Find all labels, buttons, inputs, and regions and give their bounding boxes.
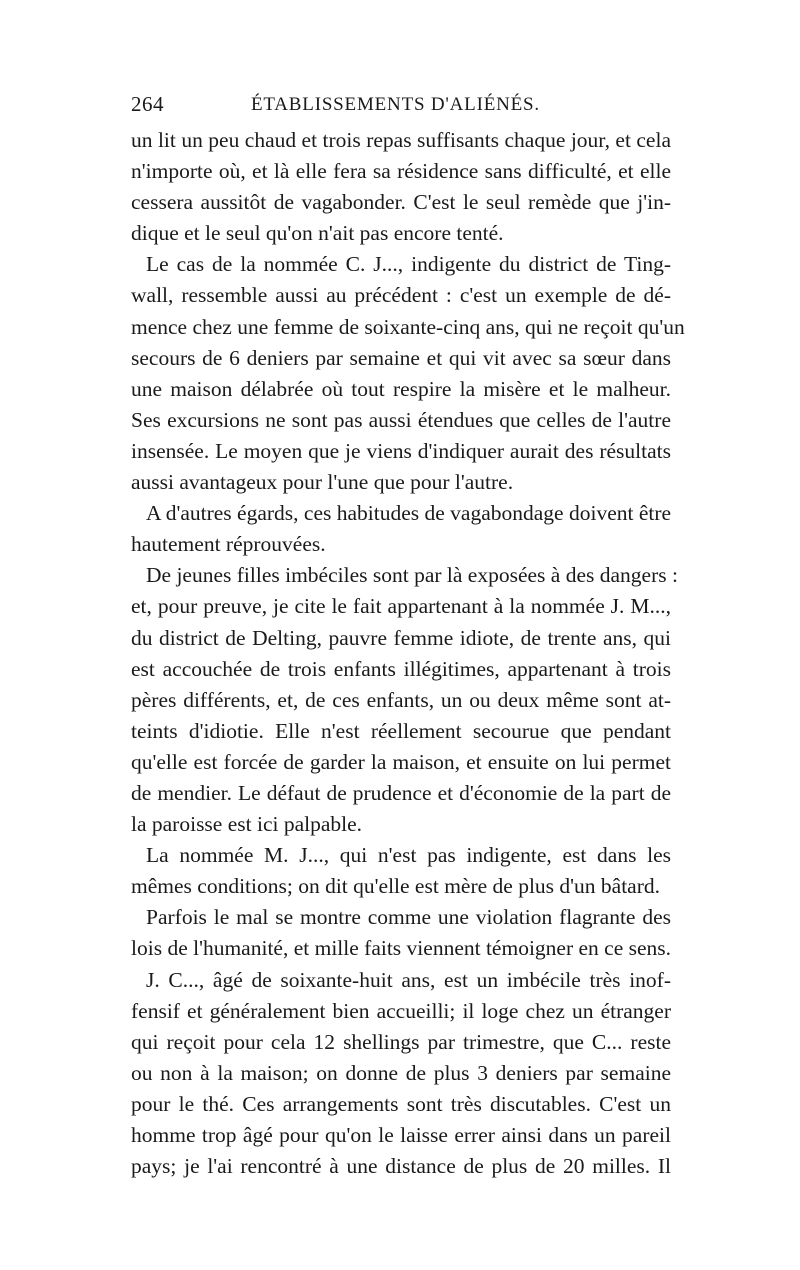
page-number: 264 <box>131 92 164 116</box>
text-line: pays; je l'ai rencontré à une distance de plus de 20 milles. Il <box>131 1154 671 1179</box>
text-line: n'importe où, et là elle fera sa résidence sans difficulté, et elle <box>131 159 671 184</box>
text-line: une maison délabrée où tout respire la misère et le malheur. <box>131 376 671 401</box>
text-line: secours de 6 deniers par semaine et qui vit avec sa sœur dans <box>131 345 671 370</box>
text-line: insensée. Le moyen que je viens d'indiquer aurait des résultats <box>131 438 671 463</box>
text-line: cessera aussitôt de vagabonder. C'est le seul remède que j'in- <box>131 190 671 215</box>
text-line: J. C..., âgé de soixante-huit ans, est un imbécile très inof- <box>146 967 671 992</box>
text-line: est accouchée de trois enfants illégitimes, appartenant à trois <box>131 656 671 681</box>
text-line: fensif et généralement bien accueilli; il loge chez un étranger <box>131 998 671 1023</box>
text-line: teints d'idiotie. Elle n'est réellement secourue que pendant <box>131 718 671 743</box>
text-line: hautement réprouvées. <box>131 532 326 557</box>
text-line: qui reçoit pour cela 12 shellings par trimestre, que C... reste <box>131 1029 671 1054</box>
text-line: wall, ressemble aussi au précédent : c'est un exemple de dé- <box>131 283 671 308</box>
text-line: homme trop âgé pour qu'on le laisse errer ainsi dans un pareil <box>131 1123 671 1147</box>
text-line: la paroisse est ici palpable. <box>131 812 363 837</box>
page-header <box>131 86 671 120</box>
running-title: ÉTABLISSEMENTS D'ALIÉNÉS. <box>251 94 540 115</box>
text-line: et, pour preuve, je cite le fait appartenant à la nommée J. M..., <box>131 594 671 619</box>
text-line: Ses excursions ne sont pas aussi étendues que celles de l'autre <box>131 407 671 432</box>
text-line: qu'elle est forcée de garder la maison, et ensuite on lui permet <box>131 749 671 774</box>
text-line: aussi avantageux pour l'une que pour l'autre. <box>131 470 514 495</box>
text-line: ou non à la maison; on donne de plus 3 deniers par semaine <box>131 1060 671 1085</box>
text-line: A d'autres égards, ces habitudes de vagabondage doivent être <box>146 501 672 526</box>
text-line: pères différents, et, de ces enfants, un ou deux même sont at- <box>131 687 671 712</box>
text-line: De jeunes filles imbéciles sont par là exposées à des dangers : <box>146 563 678 588</box>
body-text <box>131 125 685 1182</box>
text-line: du district de Delting, pauvre femme idiote, de trente ans, qui <box>131 625 671 650</box>
text-line: mêmes conditions; on dit qu'elle est mère de plus d'un bâtard. <box>131 874 661 899</box>
text-line: lois de l'humanité, et mille faits viennent témoigner en ce sens. <box>131 936 672 961</box>
text-line: Le cas de la nommée C. J..., indigente du district de Ting- <box>146 252 671 277</box>
text-line: La nommée M. J..., qui n'est pas indigente, est dans les <box>146 843 671 868</box>
text-line: pour le thé. Ces arrangements sont très discutables. C'est un <box>131 1091 671 1116</box>
text-line: mence chez une femme de soixante-cinq ans, qui ne reçoit qu'un <box>131 314 685 339</box>
text-line: un lit un peu chaud et trois repas suffisants chaque jour, et cela <box>131 128 671 152</box>
book-page <box>131 86 685 1182</box>
text-line: Parfois le mal se montre comme une violation flagrante des <box>146 905 671 930</box>
text-line: dique et le seul qu'on n'ait pas encore tenté. <box>131 221 504 246</box>
text-line: de mendier. Le défaut de prudence et d'économie de la part de <box>131 780 671 805</box>
